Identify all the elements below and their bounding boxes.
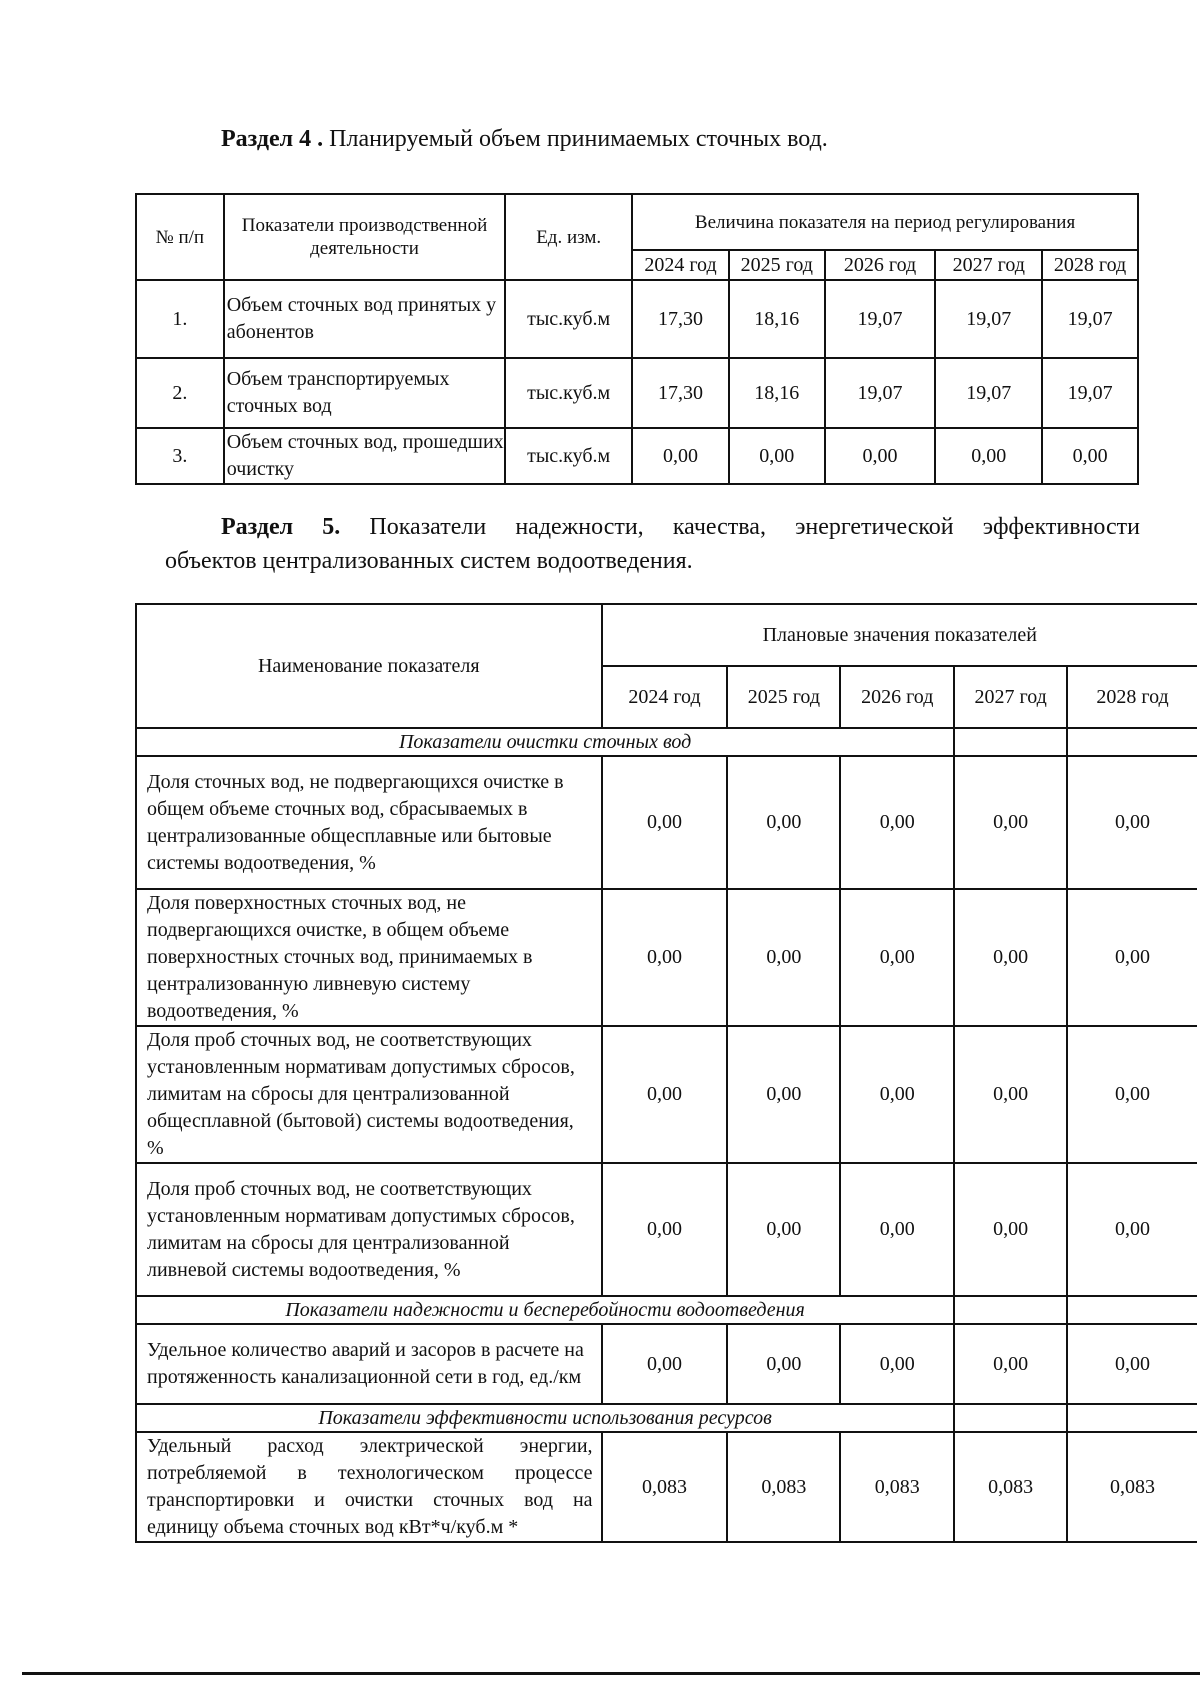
row-value: 0,083	[727, 1432, 840, 1542]
row-name: Доля сточных вод, не подвергающихся очистке в общем объеме сточных вод, сбрасываемых в централизованные общесплавные или бытовые системы водоотведения, %	[136, 756, 602, 889]
row-num: 3.	[136, 428, 224, 484]
row-value: 0,083	[602, 1432, 728, 1542]
footer-rule	[22, 1672, 1200, 1675]
row-name: Объем сточных вод, прошедших очистку	[224, 428, 506, 484]
row-unit: тыс.куб.м	[505, 428, 632, 484]
row-name: Объем транспортируемых сточных вод	[224, 358, 506, 428]
row-value: 0,00	[1067, 1026, 1197, 1163]
table-row	[136, 358, 1138, 428]
row-value: 19,07	[1042, 358, 1138, 428]
table-row	[136, 428, 1138, 484]
table-row	[136, 280, 1138, 358]
row-value: 19,07	[825, 280, 936, 358]
row-unit: тыс.куб.м	[505, 280, 632, 358]
row-value: 0,00	[825, 428, 936, 484]
row-value: 0,00	[602, 756, 728, 889]
group-header-row	[136, 728, 1197, 756]
header-year: 2026 год	[825, 250, 936, 280]
row-value: 0,00	[632, 428, 729, 484]
row-value: 0,00	[1042, 428, 1138, 484]
section4-label: Раздел 4 .	[221, 126, 324, 152]
row-value: 0,00	[1067, 1163, 1197, 1296]
group-header-row	[136, 1296, 1197, 1324]
row-value: 0,00	[1067, 1324, 1197, 1404]
row-value: 0,00	[954, 889, 1067, 1026]
header-year: 2027 год	[954, 666, 1067, 728]
row-value: 18,16	[729, 280, 825, 358]
row-value: 0,083	[954, 1432, 1067, 1542]
table-row	[136, 1026, 1197, 1163]
row-value: 0,00	[954, 1324, 1067, 1404]
header-num: № п/п	[136, 194, 224, 280]
row-name: Доля проб сточных вод, не соответствующих установленным нормативам допустимых сбросов, лимитам на сбросы для централизованной общесплавной (бытовой) системы водоотведения, %	[136, 1026, 602, 1163]
section5-heading: Раздел 5. Показатели надежности, качества, энергетической эффективности объектов централизованных систем водоотведения.	[165, 514, 1140, 574]
header-period: Величина показателя на период регулирования	[632, 194, 1138, 250]
row-value: 0,00	[602, 889, 728, 1026]
group-header-row	[136, 1404, 1197, 1432]
table-row	[136, 889, 1197, 1026]
reliability-indicators-table	[135, 603, 1197, 1543]
header-name: Наименование показателя	[136, 604, 602, 728]
row-name: Удельный расход электрической энергии, потребляемой в технологическом процессе транспортировки и очистки сточных вод на единицу объема сточных вод кВт*ч/куб.м *	[136, 1432, 602, 1542]
row-value: 17,30	[632, 358, 729, 428]
section5-label: Раздел 5.	[221, 514, 341, 540]
group-title: Показатели эффективности использования ресурсов	[136, 1404, 954, 1432]
row-name: Доля проб сточных вод, не соответствующих установленным нормативам допустимых сбросов, лимитам на сбросы для централизованной ливневой системы водоотведения, %	[136, 1163, 602, 1296]
header-year: 2024 год	[602, 666, 728, 728]
row-name: Доля поверхностных сточных вод, не подвергающихся очистке, в общем объеме поверхностных сточных вод, принимаемых в централизованную ливневую систему водоотведения, %	[136, 889, 602, 1026]
section4-heading	[221, 122, 828, 156]
header-planned: Плановые значения показателей	[602, 604, 1197, 666]
row-value: 17,30	[632, 280, 729, 358]
row-value: 0,00	[954, 1163, 1067, 1296]
header-year: 2028 год	[1067, 666, 1197, 728]
row-value: 0,00	[727, 1026, 840, 1163]
header-year: 2025 год	[727, 666, 840, 728]
row-name: Удельное количество аварий и засоров в расчете на протяженность канализационной сети в год, ед./км	[136, 1324, 602, 1404]
row-value: 19,07	[935, 280, 1042, 358]
row-value: 0,00	[727, 1163, 840, 1296]
header-year: 2027 год	[935, 250, 1042, 280]
row-value: 0,00	[727, 1324, 840, 1404]
header-year: 2025 год	[729, 250, 825, 280]
row-value: 0,00	[954, 1026, 1067, 1163]
row-value: 0,00	[1067, 756, 1197, 889]
row-value: 0,00	[840, 1163, 954, 1296]
row-value: 0,00	[727, 756, 840, 889]
header-year: 2028 год	[1042, 250, 1138, 280]
row-value: 0,00	[954, 756, 1067, 889]
section4-title: Планируемый объем принимаемых сточных вод.	[329, 126, 828, 152]
header-unit: Ед. изм.	[505, 194, 632, 280]
planned-volume-table	[135, 193, 1139, 485]
row-value: 0,00	[840, 1324, 954, 1404]
header-indicator: Показатели производственной деятельности	[224, 194, 506, 280]
table-row	[136, 1163, 1197, 1296]
row-value: 0,00	[727, 889, 840, 1026]
row-value: 0,00	[729, 428, 825, 484]
row-value: 0,00	[1067, 889, 1197, 1026]
row-value: 19,07	[825, 358, 936, 428]
row-value: 0,00	[840, 1026, 954, 1163]
table-row	[136, 1432, 1197, 1542]
row-value: 19,07	[935, 358, 1042, 428]
row-value: 0,00	[840, 889, 954, 1026]
row-unit: тыс.куб.м	[505, 358, 632, 428]
row-num: 2.	[136, 358, 224, 428]
row-value: 0,083	[840, 1432, 954, 1542]
header-year: 2024 год	[632, 250, 729, 280]
table-row	[136, 1324, 1197, 1404]
row-value: 0,00	[935, 428, 1042, 484]
group-title: Показатели надежности и бесперебойности водоотведения	[136, 1296, 954, 1324]
table-row	[136, 756, 1197, 889]
row-value: 0,00	[602, 1163, 728, 1296]
row-name: Объем сточных вод принятых у абонентов	[224, 280, 506, 358]
group-title: Показатели очистки сточных вод	[136, 728, 954, 756]
header-year: 2026 год	[840, 666, 954, 728]
row-value: 0,083	[1067, 1432, 1197, 1542]
row-value: 19,07	[1042, 280, 1138, 358]
row-value: 0,00	[840, 756, 954, 889]
row-value: 18,16	[729, 358, 825, 428]
row-value: 0,00	[602, 1324, 728, 1404]
row-num: 1.	[136, 280, 224, 358]
row-value: 0,00	[602, 1026, 728, 1163]
